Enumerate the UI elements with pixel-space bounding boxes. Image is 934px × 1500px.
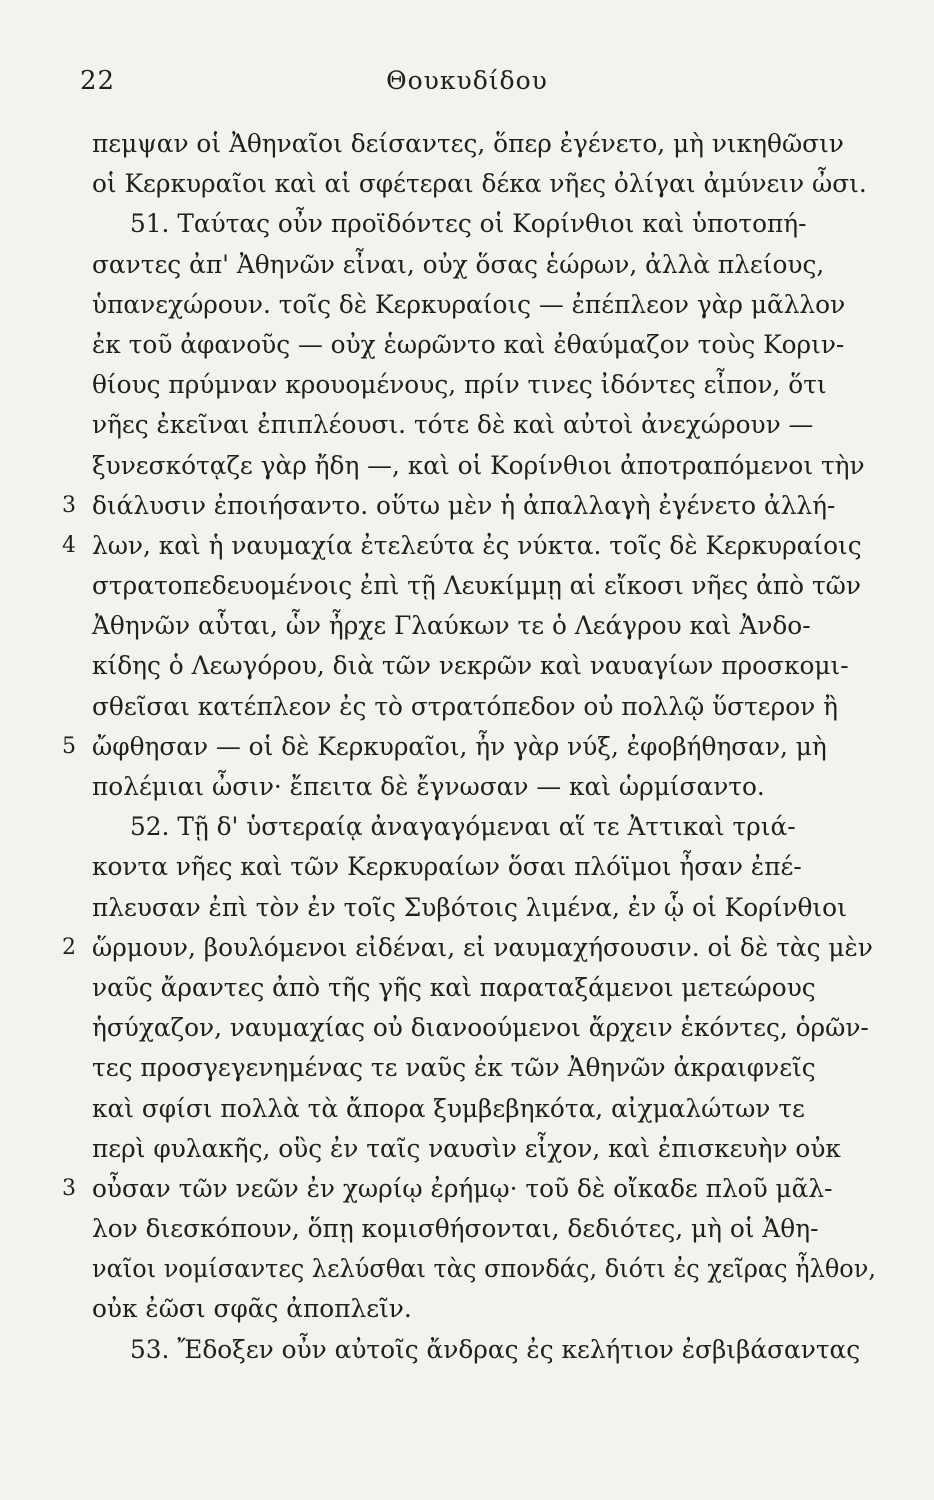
text-line xyxy=(0,164,934,204)
text-line xyxy=(0,767,934,807)
line-text: οὖσαν τῶν νεῶν ἐν χωρίῳ ἐρήμῳ· τοῦ δὲ οἴκαδε πλοῦ μᾶλ- xyxy=(92,1173,833,1203)
text-line xyxy=(0,1330,934,1370)
text-line xyxy=(0,968,934,1008)
line-text: τες προσγεγενημένας τε ναῦς ἐκ τῶν Ἀθηνῶν ἀκραιφνεῖς xyxy=(92,1053,816,1083)
line-text: ὥρμουν, βουλόμενοι εἰδέναι, εἰ ναυμαχήσουσιν. οἱ δὲ τὰς μὲν xyxy=(92,932,873,962)
body-text xyxy=(0,124,934,1370)
line-text: πλευσαν ἐπὶ τὸν ἐν τοῖς Συβότοις λιμένα, ἐν ᾧ οἱ Κορίνθιοι xyxy=(92,892,847,922)
section-margin-number: 3 xyxy=(62,1175,76,1201)
line-text: ξυνεσκότᾳζε γὰρ ἤδη —, καὶ οἱ Κορίνθιοι ἀποτραπόμενοι τὴν xyxy=(92,450,865,480)
text-line xyxy=(0,124,934,164)
line-text: περὶ φυλακῆς, οὓς ἐν ταῖς ναυσὶν εἶχον, καὶ ἐπισκευὴν οὐκ xyxy=(92,1133,841,1163)
section-margin-number: 4 xyxy=(62,532,76,558)
line-text: πεμψαν οἱ Ἀθηναῖοι δείσαντες, ὅπερ ἐγένετο, μὴ νικηθῶσιν xyxy=(92,129,844,158)
line-text: πολέμιαι ὦσιν· ἔπειτα δὲ ἔγνωσαν — καὶ ὡρμίσαντο. xyxy=(92,772,765,801)
line-text: ἡσύχαζον, ναυμαχίας οὐ διανοούμενοι ἄρχειν ἑκόντες, ὁρῶν- xyxy=(92,1013,869,1043)
page-header xyxy=(0,66,934,106)
running-title: Θουκυδίδου xyxy=(386,66,548,95)
text-line xyxy=(0,285,934,325)
line-text: νῆες ἐκεῖναι ἐπιπλέουσι. τότε δὲ καὶ αὐτοὶ ἀνεχώρουν — xyxy=(92,410,814,440)
line-text: ἐκ τοῦ ἀφανοῦς — οὐχ ἑωρῶντο καὶ ἐθαύμαζον τοὺς Κοριν- xyxy=(92,329,845,359)
line-text: οὐκ ἐῶσι σφᾶς ἀποπλεῖν. xyxy=(92,1294,412,1324)
line-text: ὤφθησαν — οἱ δὲ Κερκυραῖοι, ἦν γὰρ νύξ, ἐφοβήθησαν, μὴ xyxy=(92,731,827,761)
text-line xyxy=(0,405,934,445)
text-line xyxy=(0,365,934,405)
section-margin-number: 2 xyxy=(62,934,76,960)
line-text: θίους πρύμναν κρουομένους, πρίν τινες ἰδόντες εἶπον, ὅτι xyxy=(92,370,827,400)
line-text: στρατοπεδευομένοις ἐπὶ τῇ Λευκίμμῃ αἱ εἴκοσι νῆες ἀπὸ τῶν xyxy=(92,571,861,601)
line-text: κίδης ὁ Λεωγόρου, διὰ τῶν νεκρῶν καὶ ναυαγίων προσκομι- xyxy=(92,651,849,681)
line-text: 53. Ἔδοξεν οὖν αὐτοῖς ἄνδρας ἐς κελήτιον ἐσβιβάσαντας xyxy=(130,1334,861,1364)
text-line xyxy=(0,526,934,566)
line-text: Ἀθηνῶν αὗται, ὧν ἦρχε Γλαύκων τε ὁ Λεάγρου καὶ Ἀνδο- xyxy=(92,611,811,641)
line-text: ναῦς ἄραντες ἀπὸ τῆς γῆς καὶ παραταξάμενοι μετεώρους xyxy=(92,972,816,1002)
line-text: διάλυσιν ἐποιήσαντο. οὕτω μὲν ἡ ἀπαλλαγὴ ἐγένετο ἀλλή- xyxy=(92,490,836,520)
text-line xyxy=(0,204,934,244)
text-line xyxy=(0,727,934,767)
text-line xyxy=(0,1249,934,1289)
line-text: 52. Τῇ δ' ὑστεραίᾳ ἀναγαγόμεναι αἵ τε Ἀττικαὶ τριά- xyxy=(130,812,796,842)
text-line xyxy=(0,486,934,526)
text-line xyxy=(0,566,934,606)
page-number: 22 xyxy=(80,66,116,96)
line-text: σαντες ἀπ' Ἀθηνῶν εἶναι, οὐχ ὅσας ἑώρων, ἀλλὰ πλείους, xyxy=(92,249,825,279)
text-line xyxy=(0,888,934,928)
text-line xyxy=(0,1089,934,1129)
text-line xyxy=(0,646,934,686)
text-line xyxy=(0,325,934,365)
line-text: λον διεσκόπουν, ὅπῃ κομισθήσονται, δεδιότες, μὴ οἱ Ἀθη- xyxy=(92,1214,819,1244)
line-text: σθεῖσαι κατέπλεον ἐς τὸ στρατόπεδον οὐ πολλῷ ὕστερον ἢ xyxy=(92,691,838,721)
text-line xyxy=(0,1209,934,1249)
text-line xyxy=(0,1048,934,1088)
text-line xyxy=(0,807,934,847)
text-line xyxy=(0,847,934,887)
line-text: οἱ Κερκυραῖοι καὶ αἱ σφέτεραι δέκα νῆες ὀλίγαι ἀμύνειν ὦσι. xyxy=(92,169,867,199)
line-text: ναῖοι νομίσαντες λελύσθαι τὰς σπονδάς, διότι ἐς χεῖρας ἦλθον, xyxy=(92,1254,876,1284)
text-line xyxy=(0,928,934,968)
text-line xyxy=(0,606,934,646)
text-line xyxy=(0,1129,934,1169)
line-text: λων, καὶ ἡ ναυμαχία ἐτελεύτα ἐς νύκτα. τοῖς δὲ Κερκυραίοις xyxy=(92,530,862,560)
section-margin-number: 5 xyxy=(62,733,76,759)
line-text: 51. Ταύτας οὖν προϊδόντες οἱ Κορίνθιοι καὶ ὑποτοπή- xyxy=(130,209,807,239)
text-line xyxy=(0,1169,934,1209)
line-text: κοντα νῆες καὶ τῶν Κερκυραίων ὅσαι πλόϊμοι ἦσαν ἐπέ- xyxy=(92,852,802,882)
text-line xyxy=(0,446,934,486)
line-text: καὶ σφίσι πολλὰ τὰ ἄπορα ξυμβεβηκότα, αἰχμαλώτων τε xyxy=(92,1093,805,1123)
text-line xyxy=(0,245,934,285)
text-line xyxy=(0,687,934,727)
text-line xyxy=(0,1008,934,1048)
text-line xyxy=(0,1289,934,1329)
section-margin-number: 3 xyxy=(62,492,76,518)
line-text: ὑπανεχώρουν. τοῖς δὲ Κερκυραίοις — ἐπέπλεον γὰρ μᾶλλον xyxy=(92,289,846,319)
